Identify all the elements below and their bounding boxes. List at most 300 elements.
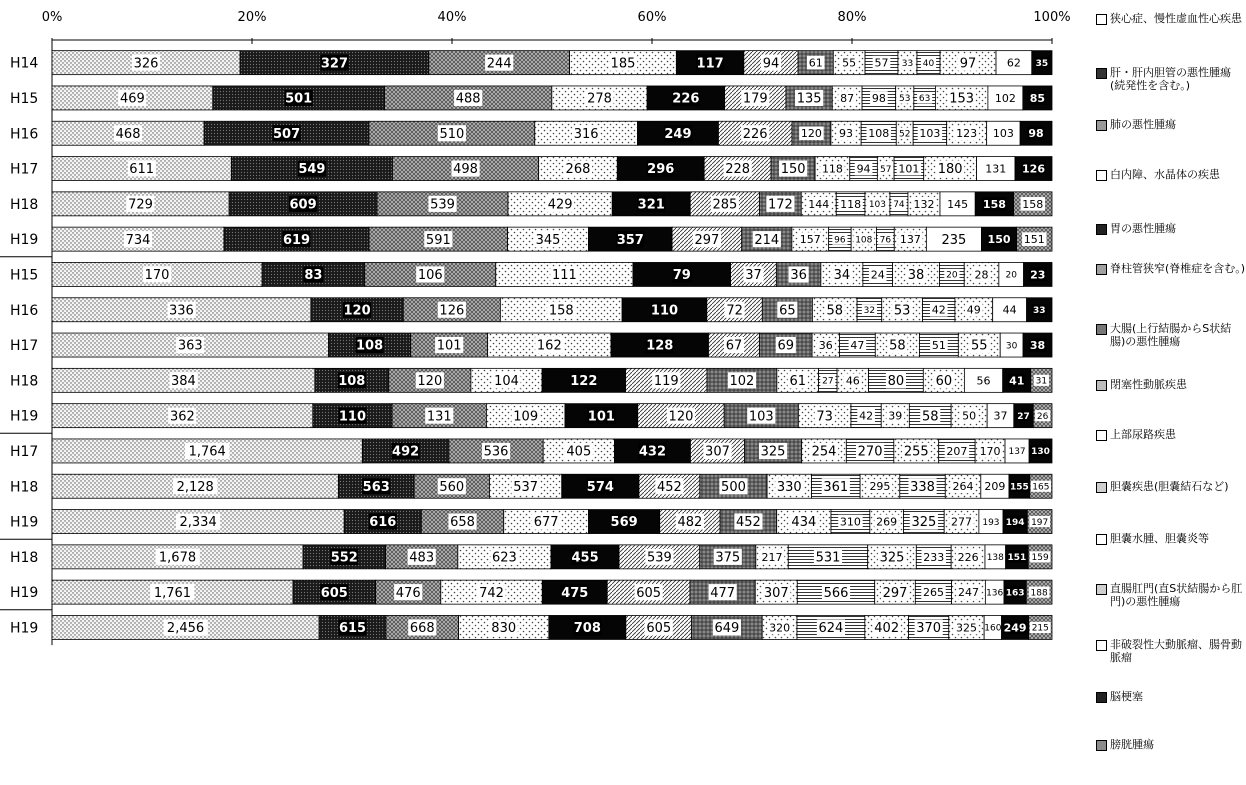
data-label: 214 (754, 232, 780, 248)
legend-label: 非破裂性大動脈瘤、腸骨動脈瘤 (1110, 638, 1242, 664)
data-label: 151 (1007, 553, 1027, 564)
data-label: 277 (951, 515, 973, 529)
data-label: 539 (646, 550, 672, 566)
legend-label: 胆嚢疾患(胆嚢結石など) (1110, 480, 1229, 493)
legend-label: 狭心症、慢性虚血性心疾患 (1110, 12, 1242, 25)
data-label: 320 (769, 621, 791, 635)
data-label: 103 (919, 127, 941, 141)
data-label: 57 (879, 164, 892, 175)
data-label: 87 (840, 91, 855, 105)
data-label: 188 (1030, 588, 1048, 599)
legend-swatch (1096, 120, 1107, 131)
data-label: 36 (790, 268, 807, 284)
data-label: 108 (356, 338, 384, 354)
legend-swatch (1096, 640, 1107, 651)
row-label: H17 (10, 443, 39, 460)
data-label: 132 (913, 197, 935, 211)
data-label: 80 (887, 374, 905, 390)
data-label: 432 (638, 444, 667, 460)
data-label: 297 (882, 585, 908, 601)
data-label: 549 (298, 162, 326, 178)
data-label: 131 (985, 162, 1007, 176)
data-label: 563 (362, 479, 390, 495)
data-label: 501 (285, 91, 313, 107)
legend-label: 肺の悪性腫瘍 (1110, 118, 1176, 131)
row-label: H18 (10, 373, 39, 390)
legend-label: 大腸(上行結腸からS状結腸)の悪性腫瘍 (1110, 322, 1232, 348)
data-label: 215 (1031, 623, 1049, 634)
data-label: 103 (992, 127, 1014, 141)
data-label: 539 (430, 197, 455, 213)
data-label: 469 (119, 91, 145, 107)
data-label: 27 (822, 376, 834, 387)
data-label: 492 (392, 444, 420, 460)
data-label: 605 (636, 585, 662, 601)
data-label: 830 (491, 621, 517, 637)
data-label: 295 (869, 480, 891, 494)
data-label: 405 (566, 444, 592, 460)
data-label: 330 (776, 479, 802, 495)
data-label: 158 (548, 303, 574, 319)
data-label: 325 (760, 444, 786, 460)
data-label: 37 (993, 409, 1008, 423)
data-label: 605 (646, 621, 672, 637)
data-label: 98 (1028, 127, 1044, 141)
data-label: 61 (808, 56, 823, 70)
legend-item (1096, 690, 1246, 703)
data-label: 40 (922, 58, 935, 69)
legend-label: 脊柱管狭窄(脊椎症を含む。) (1110, 262, 1246, 275)
data-label: 482 (677, 515, 703, 531)
data-label: 117 (696, 56, 724, 72)
data-label: 108 (868, 127, 890, 141)
data-label: 180 (937, 162, 963, 178)
data-label: 375 (715, 550, 741, 566)
legend-swatch (1096, 584, 1107, 595)
data-label: 468 (115, 126, 141, 142)
data-label: 65 (779, 303, 796, 319)
data-label: 668 (409, 621, 435, 637)
row-label: H19 (10, 514, 39, 531)
data-label: 307 (705, 444, 730, 460)
data-label: 120 (800, 127, 822, 141)
data-label: 97 (959, 56, 977, 72)
data-label: 500 (721, 479, 746, 495)
data-label: 42 (859, 409, 874, 423)
data-label: 269 (876, 515, 898, 529)
data-label: 569 (610, 515, 638, 531)
x-tick-label: 20% (237, 10, 267, 25)
legend-label: 閉塞性動脈疾患 (1110, 378, 1187, 391)
data-label: 742 (479, 585, 504, 601)
data-label: 249 (1003, 621, 1027, 635)
data-label: 53 (899, 94, 911, 105)
legend-swatch (1096, 380, 1107, 391)
data-label: 145 (947, 197, 969, 211)
data-label: 50 (962, 409, 977, 423)
data-label: 62 (1006, 56, 1021, 70)
data-label: 94 (762, 56, 780, 72)
data-label: 677 (533, 515, 559, 531)
row-label: H17 (10, 161, 39, 178)
data-label: 325 (955, 621, 977, 635)
data-label: 103 (868, 200, 887, 211)
data-label: 249 (664, 126, 692, 142)
data-label: 24 (870, 268, 885, 282)
data-label: 28 (974, 268, 989, 282)
legend-label: 胆嚢水腫、胆嚢炎等 (1110, 532, 1209, 545)
legend-item (1096, 322, 1246, 348)
legend-item (1096, 168, 1246, 181)
legend-label: 胃の悪性腫瘍 (1110, 222, 1176, 235)
data-label: 2,128 (176, 479, 214, 495)
data-label: 67 (725, 338, 743, 354)
data-label: 102 (994, 91, 1016, 105)
data-label: 159 (1031, 553, 1049, 564)
data-label: 47 (850, 339, 865, 353)
data-label: 270 (857, 444, 883, 460)
data-label: 42 (931, 303, 946, 317)
data-label: 321 (637, 197, 665, 213)
data-label: 56 (976, 374, 991, 388)
legend-label: 白内障、水晶体の疾患 (1110, 168, 1220, 181)
data-label: 325 (911, 515, 937, 531)
legend-swatch (1096, 534, 1107, 545)
data-label: 160 (984, 623, 1002, 634)
data-label: 128 (646, 338, 674, 354)
data-label: 170 (979, 444, 1001, 458)
data-label: 96 (834, 235, 846, 246)
data-label: 228 (725, 162, 751, 178)
data-label: 619 (282, 232, 311, 248)
row-label: H18 (10, 196, 39, 213)
data-label: 123 (956, 127, 978, 141)
data-label: 552 (330, 550, 358, 566)
data-label: 55 (970, 338, 988, 354)
data-label: 110 (338, 409, 367, 425)
data-label: 37 (745, 268, 762, 284)
data-label: 326 (133, 56, 159, 72)
data-label: 310 (839, 515, 861, 529)
data-label: 33 (1033, 305, 1046, 316)
legend-item (1096, 582, 1246, 608)
data-label: 363 (177, 338, 203, 354)
legend-swatch (1096, 224, 1107, 235)
x-tick-label: 80% (837, 10, 867, 25)
data-label: 135 (796, 91, 822, 107)
data-label: 452 (656, 479, 682, 495)
row-label: H19 (10, 408, 39, 425)
data-label: 120 (417, 374, 443, 390)
data-label: 31 (1035, 376, 1048, 387)
data-label: 235 (941, 232, 967, 248)
data-label: 477 (710, 585, 736, 601)
data-label: 278 (587, 91, 612, 107)
data-label: 591 (425, 232, 451, 248)
data-label: 566 (823, 585, 849, 601)
data-label: 165 (1032, 482, 1050, 493)
data-label: 131 (426, 409, 452, 425)
data-label: 452 (735, 515, 761, 531)
legend-swatch (1096, 170, 1107, 181)
data-label: 120 (343, 303, 371, 319)
legend-item (1096, 638, 1246, 664)
legend-item (1096, 428, 1246, 441)
legend (1096, 0, 1246, 785)
data-label: 483 (409, 550, 435, 566)
data-label: 108 (338, 374, 366, 390)
data-label: 38 (907, 268, 925, 284)
data-label: 73 (816, 409, 833, 425)
data-label: 285 (712, 197, 738, 213)
data-label: 151 (1023, 233, 1045, 247)
data-label: 83 (304, 268, 323, 284)
row-label: H15 (10, 267, 39, 284)
data-label: 119 (653, 374, 679, 390)
legend-swatch (1096, 692, 1107, 703)
data-label: 708 (573, 621, 601, 637)
x-tick-label: 100% (1033, 10, 1071, 25)
data-label: 30 (1005, 341, 1018, 352)
data-label: 74 (893, 200, 905, 211)
data-label: 35 (1035, 58, 1049, 69)
data-label: 57 (874, 56, 889, 70)
data-label: 297 (694, 232, 720, 248)
data-label: 36 (818, 339, 833, 353)
legend-item (1096, 532, 1246, 545)
data-label: 455 (571, 550, 599, 566)
data-label: 338 (910, 479, 935, 495)
data-label: 233 (923, 550, 945, 564)
data-label: 137 (899, 233, 921, 247)
data-label: 118 (821, 162, 843, 176)
data-label: 93 (839, 127, 854, 141)
legend-swatch (1096, 14, 1107, 25)
data-label: 58 (826, 303, 844, 319)
row-label: H16 (10, 126, 39, 143)
legend-swatch (1096, 324, 1107, 335)
data-label: 126 (1022, 162, 1045, 176)
legend-label: 膀胱腫瘍 (1110, 738, 1154, 751)
data-label: 20 (946, 270, 958, 281)
legend-item (1096, 12, 1246, 25)
data-label: 649 (714, 621, 740, 637)
x-tick-label: 0% (41, 10, 63, 25)
row-label: H14 (10, 55, 39, 72)
data-label: 153 (949, 91, 975, 107)
data-label: 247 (957, 586, 979, 600)
data-label: 307 (763, 585, 789, 601)
data-label: 63 (918, 94, 931, 105)
data-label: 69 (777, 338, 795, 354)
data-label: 102 (729, 374, 755, 390)
data-label: 624 (818, 621, 844, 637)
data-label: 1,678 (158, 550, 197, 566)
data-label: 345 (535, 232, 561, 248)
data-label: 130 (1031, 447, 1050, 458)
data-label: 49 (966, 303, 981, 317)
row-label: H15 (10, 90, 39, 107)
data-label: 158 (982, 197, 1006, 211)
data-label: 265 (922, 586, 944, 600)
legend-swatch (1096, 482, 1107, 493)
data-label: 150 (780, 162, 806, 178)
legend-swatch (1096, 740, 1107, 751)
data-label: 226 (742, 126, 768, 142)
data-label: 536 (483, 444, 509, 460)
data-label: 109 (513, 409, 539, 425)
data-label: 162 (536, 338, 562, 354)
data-label: 507 (272, 126, 301, 142)
data-label: 101 (587, 409, 615, 425)
data-label: 104 (494, 374, 519, 390)
data-label: 197 (1031, 517, 1049, 528)
data-label: 327 (320, 56, 349, 72)
data-label: 79 (672, 268, 691, 284)
data-label: 103 (748, 409, 774, 425)
legend-swatch (1096, 68, 1107, 79)
data-label: 370 (916, 621, 942, 637)
data-label: 734 (125, 232, 151, 248)
data-label: 20 (1005, 270, 1017, 281)
data-label: 111 (551, 268, 577, 284)
data-label: 531 (815, 550, 841, 566)
row-label: H16 (10, 302, 39, 319)
data-label: 357 (616, 232, 644, 248)
legend-item (1096, 262, 1246, 275)
data-label: 179 (742, 91, 768, 107)
data-label: 268 (565, 162, 591, 178)
row-label: H19 (10, 620, 39, 637)
legend-item (1096, 378, 1246, 391)
data-label: 106 (417, 268, 443, 284)
legend-item (1096, 738, 1246, 751)
legend-label: 直腸肛門(直S状結腸から肛門)の悪性腫瘍 (1110, 582, 1243, 608)
data-label: 605 (320, 585, 348, 601)
data-label: 157 (799, 233, 821, 247)
data-label: 38 (1029, 339, 1046, 353)
data-label: 476 (395, 585, 421, 601)
data-label: 429 (547, 197, 573, 213)
data-label: 217 (761, 550, 783, 564)
data-label: 194 (1005, 517, 1025, 528)
row-label: H19 (10, 585, 39, 602)
data-label: 402 (874, 621, 900, 637)
data-label: 137 (1008, 447, 1026, 458)
legend-label: 脳梗塞 (1110, 690, 1143, 703)
legend-item (1096, 222, 1246, 235)
data-label: 2,456 (166, 621, 205, 637)
data-label: 384 (171, 374, 196, 390)
data-label: 316 (573, 126, 599, 142)
data-label: 2,334 (179, 515, 217, 531)
data-label: 325 (879, 550, 905, 566)
data-label: 158 (1022, 197, 1044, 211)
data-label: 623 (492, 550, 517, 566)
data-label: 254 (811, 444, 837, 460)
data-label: 488 (455, 91, 481, 107)
legend-item (1096, 480, 1246, 493)
data-label: 616 (369, 515, 397, 531)
data-label: 122 (570, 374, 598, 390)
data-label: 264 (952, 480, 974, 494)
data-label: 76 (879, 235, 892, 246)
data-label: 615 (338, 621, 367, 637)
data-label: 611 (129, 162, 155, 178)
data-label: 120 (668, 409, 694, 425)
data-label: 560 (439, 479, 465, 495)
row-label: H18 (10, 549, 39, 566)
legend-swatch (1096, 264, 1107, 275)
data-label: 32 (863, 305, 876, 316)
data-label: 26 (1036, 411, 1049, 422)
data-label: 172 (767, 197, 793, 213)
data-label: 207 (946, 444, 968, 458)
data-label: 475 (561, 585, 589, 601)
data-label: 244 (486, 56, 512, 72)
data-label: 362 (169, 409, 195, 425)
data-label: 1,761 (153, 585, 192, 601)
data-label: 609 (289, 197, 317, 213)
data-label: 144 (808, 197, 830, 211)
data-label: 255 (903, 444, 929, 460)
legend-swatch (1096, 430, 1107, 441)
data-label: 85 (1029, 91, 1046, 105)
data-label: 498 (453, 162, 478, 178)
x-tick-label: 60% (637, 10, 667, 25)
data-label: 361 (823, 479, 849, 495)
data-label: 226 (957, 550, 979, 564)
data-label: 27 (1017, 411, 1030, 422)
legend-label: 上部尿路疾患 (1110, 428, 1176, 441)
legend-item (1096, 118, 1246, 131)
data-label: 126 (439, 303, 465, 319)
legend-item (1096, 66, 1246, 92)
data-label: 101 (898, 162, 920, 176)
row-label: H19 (10, 232, 39, 249)
data-label: 52 (899, 129, 911, 140)
data-label: 729 (128, 197, 153, 213)
data-label: 170 (144, 268, 170, 284)
row-label: H17 (10, 338, 39, 355)
data-label: 33 (901, 58, 914, 69)
data-label: 209 (984, 480, 1006, 494)
data-label: 94 (856, 162, 871, 176)
data-label: 101 (436, 338, 462, 354)
data-label: 510 (439, 126, 465, 142)
data-label: 138 (986, 553, 1004, 564)
data-label: 41 (1009, 374, 1025, 388)
data-label: 55 (842, 56, 857, 70)
data-label: 658 (450, 515, 475, 531)
data-label: 60 (935, 374, 953, 390)
data-label: 51 (931, 339, 946, 353)
data-label: 434 (791, 515, 817, 531)
data-label: 574 (586, 479, 614, 495)
data-label: 163 (1005, 588, 1025, 599)
data-label: 296 (647, 162, 675, 178)
data-label: 98 (871, 91, 886, 105)
data-label: 1,764 (188, 444, 226, 460)
data-label: 44 (1002, 303, 1017, 317)
data-label: 23 (1030, 268, 1046, 282)
data-label: 336 (169, 303, 194, 319)
legend-label: 肝・肝内胆管の悪性腫瘍(続発性を含む。) (1110, 66, 1231, 92)
data-label: 39 (888, 409, 903, 423)
data-label: 46 (845, 374, 860, 388)
data-label: 185 (610, 56, 636, 72)
data-label: 61 (789, 374, 806, 390)
